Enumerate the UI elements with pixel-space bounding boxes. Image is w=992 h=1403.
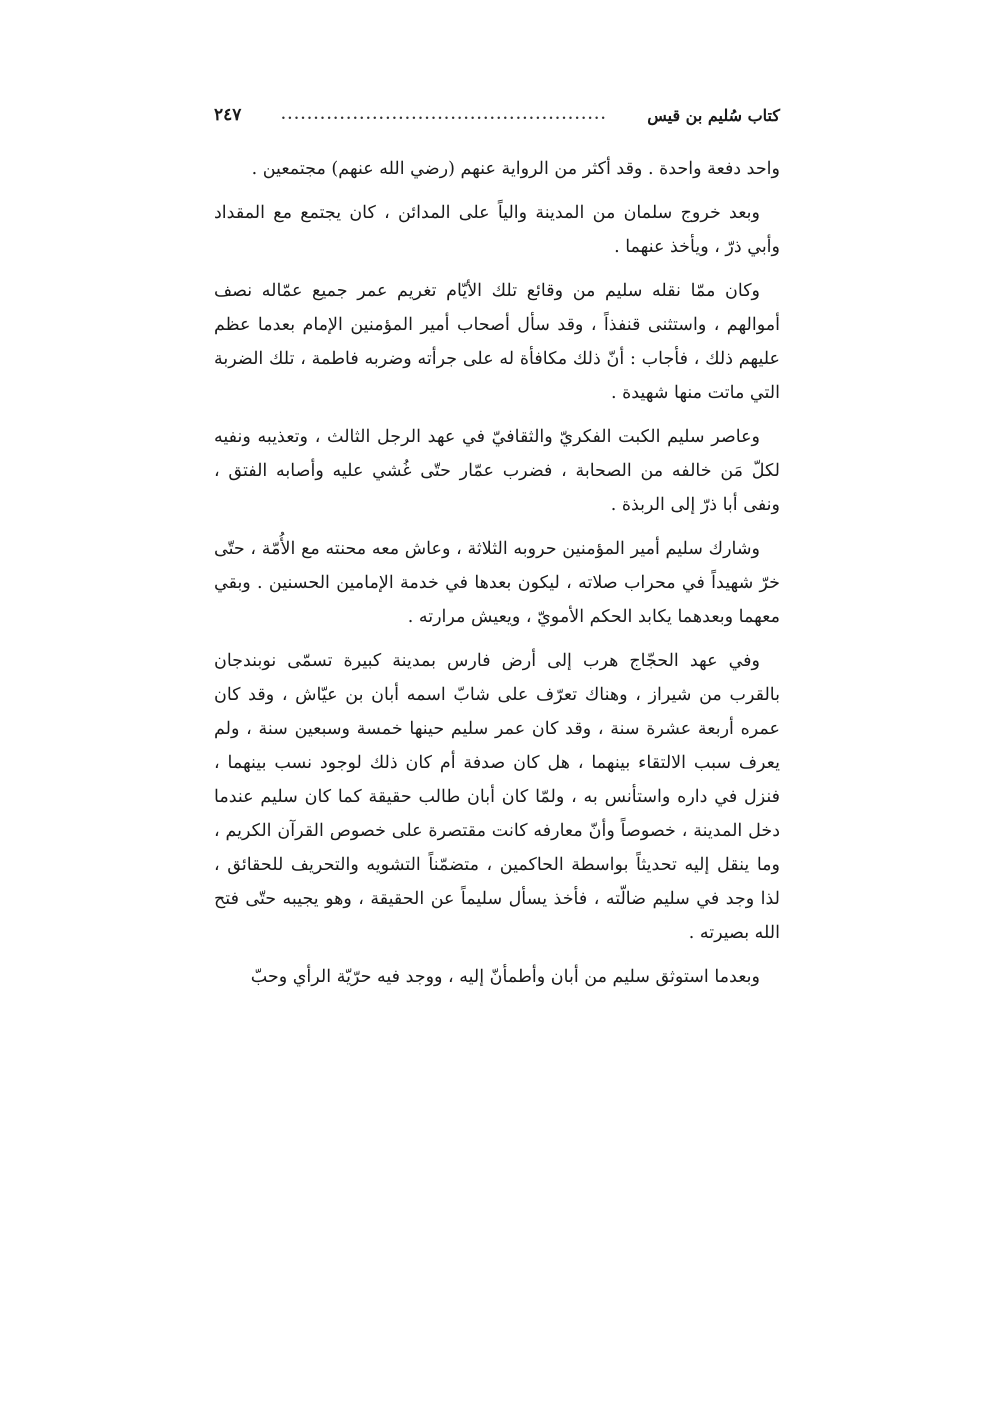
paragraph: وبعدما استوثق سليم من أبان وأطمأنّ إليه ، ووجد فيه حرّيّة الرأي وحبّ xyxy=(250,967,760,987)
paragraph: وعاصر سليم الكبت الفكريّ والثقافيّ في عهد الرجل الثالث ، وتعذيبه ونفيه لكلّ مَن خالفه من الصحابة ، فضرب عمّار حتّى غُشي عليه وأصابه الفتق ، ونفى أبا ذرّ إلى الربذة . xyxy=(214,427,780,515)
paragraph: وشارك سليم أمير المؤمنين حروبه الثلاثة ، وعاش معه محنته مع الأُمّة ، حتّى خرّ شهيداً في محراب صلاته ، ليكون بعدها في خدمة الإمامين الحسنين . وبقي معهما وبعدهما يكابد الحكم الأمويّ ، ويعيش مرارته . xyxy=(214,539,780,627)
paragraph: وفي عهد الحجّاج هرب إلى أرض فارس بمدينة كبيرة تسمّى نوبندجان بالقرب من شيراز ، وهناك تعرّف على شابّ اسمه أبان بن عيّاش ، وقد كان عمره أربعة عشرة سنة ، وقد كان عمر سليم حينها خمسة وسبعين سنة ، ولم يعرف سبب الالتقاء بينهما ، هل كان صدفة أم كان ذلك لوجود نسب بينهما ، فنزل في داره واستأنس به ، ولمّا كان أبان طالب حقيقة كما كان سليم عندما دخل المدينة ، خصوصاً وأنّ معارفه كانت مقتصرة على خصوص القرآن الكريم ، وما ينقل إليه تحديثاً بواسطة الحاكمين ، متضمّناً التشويه والتحريف للحقائق ، لذا وجد في سليم ضالّته ، فأخذ يسأل سليماً عن الحقيقة ، وهو يجيبه حتّى فتح الله بصيرته . xyxy=(214,651,780,943)
paragraph: واحد دفعة واحدة . وقد أكثر من الرواية عنهم (رضي الله عنهم) مجتمعين . xyxy=(251,159,780,179)
paragraph: وبعد خروج سلمان من المدينة والياً على المدائن ، كان يجتمع مع المقداد وأبي ذرّ ، ويأخذ عنهما . xyxy=(214,203,780,257)
page-number: ٢٤٧ xyxy=(214,105,242,125)
running-header xyxy=(214,100,780,130)
book-title: كتاب سُليم بن قيس xyxy=(647,105,780,125)
paragraph: وكان ممّا نقله سليم من وقائع تلك الأيّام تغريم عمر جميع عمّاله نصف أموالهم ، واستثنى قنفذاً ، وقد سأل أصحاب أمير المؤمنين الإمام بعدما عظم عليهم ذلك ، فأجاب : أنّ ذلك مكافأة له على جرأته وضربه فاطمة ، تلك الضربة التي ماتت منها شهيدة . xyxy=(214,281,780,403)
leader-dots: .................................................. xyxy=(281,107,608,123)
body-text xyxy=(214,152,780,1004)
